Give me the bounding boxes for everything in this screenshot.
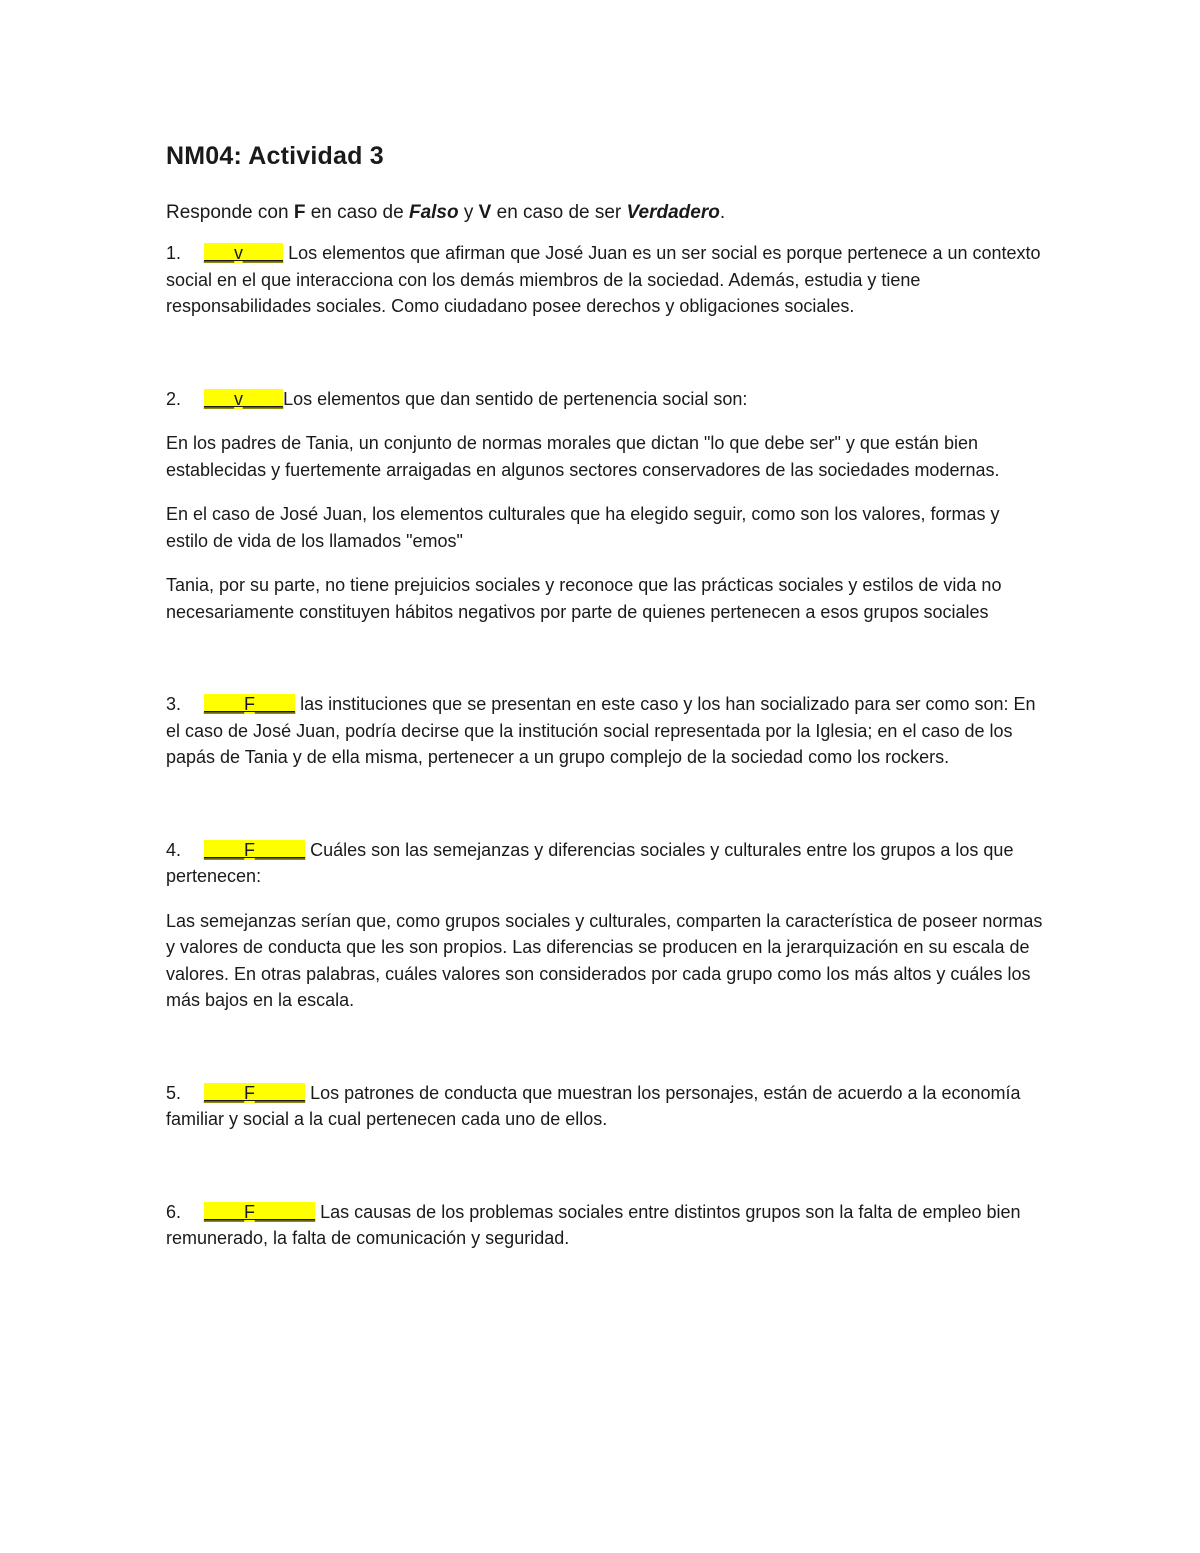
question-text: Las causas de los problemas sociales entre distintos grupos son la falta de empleo bien remunerado, la falta de comunicación y seguridad. bbox=[166, 1201, 1021, 1248]
question-number: 6. bbox=[166, 1201, 182, 1222]
question-number: 2. bbox=[166, 388, 182, 409]
question-text: Los elementos que afirman que José Juan es un ser social es porque pertenece a un contexto social en el que interacciona con los demás miembros de la sociedad. Además, estudia y tiene responsabilidades sociales. Como ciudadano posee derechos y obligaciones sociales. bbox=[166, 243, 1041, 316]
answer-field: ___v____ bbox=[204, 388, 284, 409]
answer-field: ____F______ bbox=[204, 1201, 316, 1222]
answer-field: ___v____ bbox=[204, 243, 284, 263]
question-5 bbox=[166, 1080, 1046, 1133]
question-text: las instituciones que se presentan en este caso y los han socializado para ser como son: En el caso de José Juan, podría decirse que la institución social representada por la Iglesia; en el caso de los papás de Tania y de ella misma, pertenecer a un grupo complejo de la sociedad como los rockers. bbox=[166, 694, 1036, 767]
answer-field: ____F____ bbox=[204, 694, 296, 714]
question-number: 3. bbox=[166, 694, 182, 714]
page-title: NM04: Actividad 3 bbox=[166, 142, 384, 170]
word-verdadero: Verdadero bbox=[626, 202, 720, 223]
word-falso: Falso bbox=[408, 202, 459, 223]
letter-v: V bbox=[478, 202, 492, 223]
answer-paragraph: Tania, por su parte, no tiene prejuicios sociales y reconoce que las prácticas sociales y estilos de vida no necesariamente constituyen hábitos negativos por parte de quienes pertenecen a esos grupos sociales bbox=[166, 575, 1002, 622]
answer-paragraph: En los padres de Tania, un conjunto de normas morales que dictan "lo que debe ser" y que están bien establecidas y fuertemente arraigadas en algunos sectores conservadores de las sociedades modernas. bbox=[166, 433, 1000, 480]
question-number: 1. bbox=[166, 243, 182, 263]
instructions: Responde con F en caso de Falso y V en caso de ser Verdadero. bbox=[166, 202, 726, 223]
answer-field: ____F_____ bbox=[204, 1082, 306, 1103]
question-number: 4. bbox=[166, 839, 182, 860]
question-text: Cuáles son las semejanzas y diferencias sociales y culturales entre los grupos a los que pertenecen: bbox=[166, 839, 1014, 886]
answer-field: ____F_____ bbox=[204, 839, 306, 860]
question-text: Los patrones de conducta que muestran los personajes, están de acuerdo a la economía familiar y social a la cual pertenecen cada uno de ellos. bbox=[166, 1082, 1021, 1129]
question-1 bbox=[166, 240, 1046, 320]
question-3 bbox=[166, 691, 1046, 771]
question-text: Los elementos que dan sentido de pertenencia social son: bbox=[283, 388, 748, 409]
answer-paragraph: Las semejanzas serían que, como grupos sociales y culturales, comparten la característica de poseer normas y valores de conducta que les son propios. Las diferencias se producen en la jerarquización en su escala de valores. En otras palabras, cuáles valores son considerados por cada grupo como los más altos y cuáles los más bajos en la escala. bbox=[166, 910, 1043, 1010]
question-4 bbox=[166, 837, 1046, 890]
letter-f: F bbox=[293, 202, 306, 223]
answer-paragraph: En el caso de José Juan, los elementos culturales que ha elegido seguir, como son los valores, formas y estilo de vida de los llamados "emos" bbox=[166, 504, 1000, 551]
question-2 bbox=[166, 386, 1046, 413]
question-number: 5. bbox=[166, 1082, 182, 1103]
document-page bbox=[166, 138, 1046, 1270]
question-6 bbox=[166, 1199, 1046, 1252]
